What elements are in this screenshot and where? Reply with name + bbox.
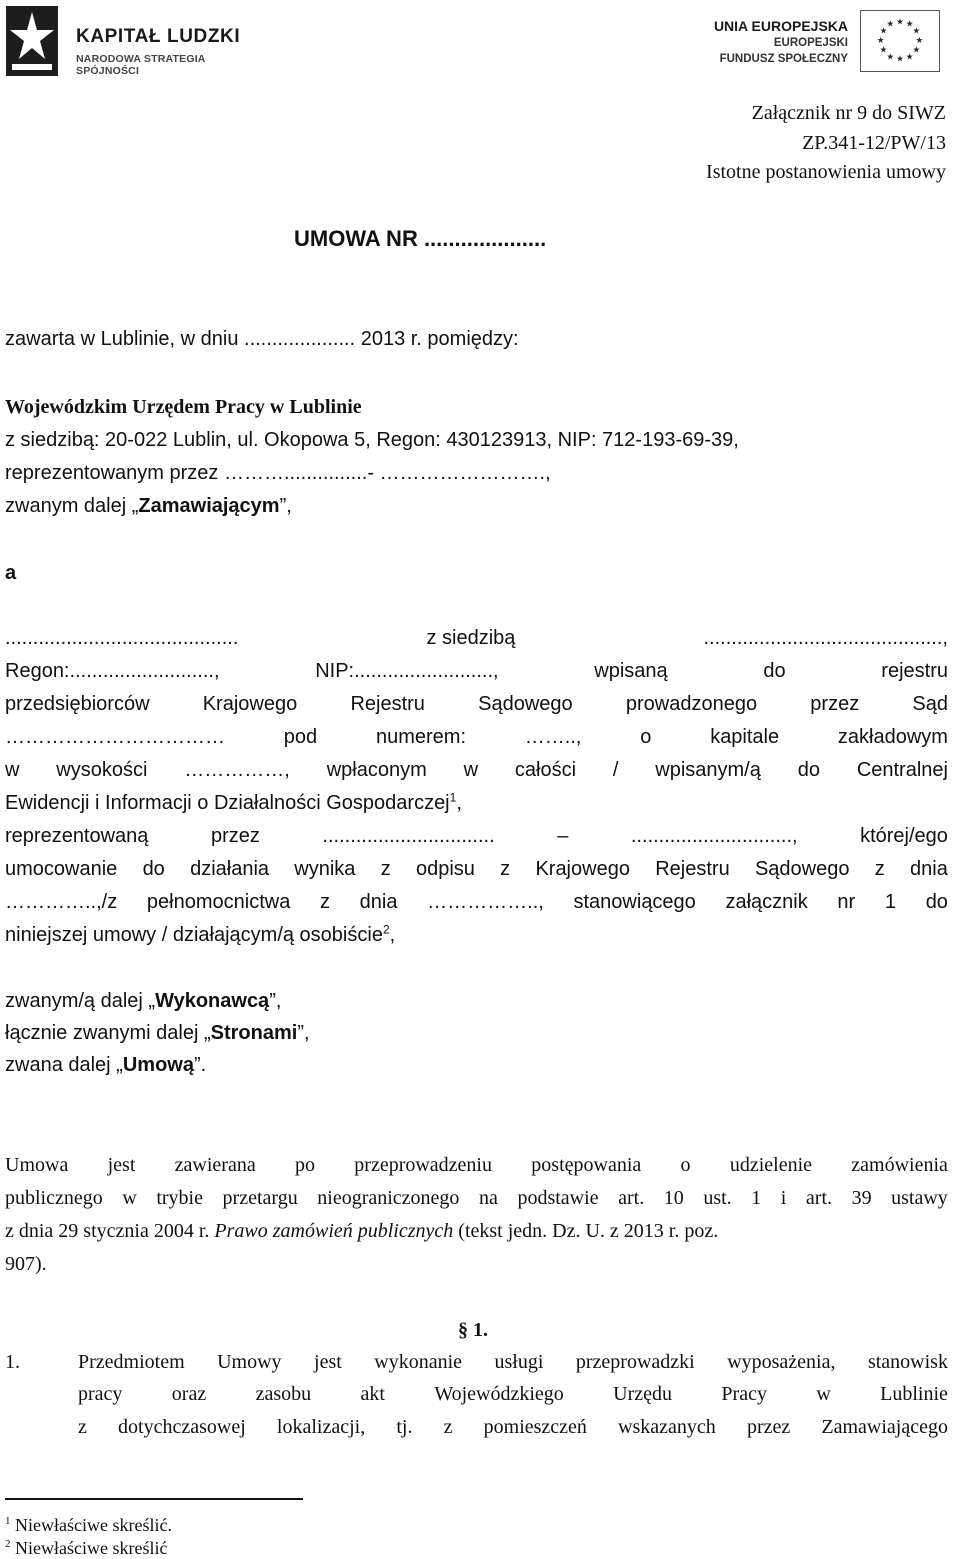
word: prowadzonego	[625, 693, 758, 715]
definition-contractor	[5, 989, 281, 1013]
document-type: Istotne postanowienia umowy	[706, 161, 946, 183]
word: działania	[190, 858, 270, 880]
word: przeprowadzki	[575, 1351, 695, 1373]
word: wpisaną	[594, 660, 668, 682]
svg-text:★: ★	[886, 52, 895, 63]
word: wynika	[294, 858, 356, 880]
party2-line10-tail: ,	[389, 924, 396, 946]
party2-line2	[5, 659, 948, 683]
page-title: UMOWA NR ....................	[294, 226, 547, 251]
word: /	[612, 759, 619, 781]
word: zasobu	[255, 1383, 312, 1405]
svg-text:★: ★	[896, 17, 904, 28]
word: Umowy	[217, 1351, 282, 1373]
word: odpisu	[415, 858, 475, 880]
word: Centralnej	[856, 759, 948, 781]
definition-parties	[5, 1021, 310, 1045]
word: przez	[210, 825, 260, 847]
svg-text:★: ★	[879, 45, 888, 56]
annex-label: Załącznik nr 9 do SIWZ	[751, 102, 946, 124]
party2-line6-tail: ,	[456, 792, 462, 814]
party1-called	[5, 494, 292, 518]
word: z	[380, 858, 391, 880]
word: …………..,/z	[5, 891, 118, 913]
word: z	[320, 891, 330, 913]
preamble-line3	[5, 1219, 948, 1243]
word: Sądowego	[478, 693, 573, 715]
svg-text:★: ★	[915, 35, 924, 46]
svg-text:★: ★	[905, 52, 914, 63]
svg-text:★: ★	[896, 54, 904, 65]
word: ……..,	[524, 726, 582, 748]
word: .............................,	[630, 825, 798, 847]
word: pomieszczeń	[483, 1416, 587, 1438]
word: lokalizacji,	[276, 1416, 366, 1438]
word: przez	[746, 1416, 791, 1438]
word: jest	[107, 1154, 136, 1176]
word: Rejestru	[350, 693, 425, 715]
word: Krajowego	[202, 693, 298, 715]
word: zamówienia	[851, 1154, 948, 1176]
word: pracy	[78, 1383, 123, 1405]
party1-called-prefix: zwanym dalej „	[5, 495, 139, 517]
word: numerem:	[375, 726, 466, 748]
word: trybie	[156, 1187, 203, 1209]
party2-line5	[5, 758, 948, 782]
word: 10	[663, 1187, 684, 1209]
word: ...........................................,	[703, 627, 948, 649]
word: całości	[514, 759, 577, 781]
word: do	[797, 759, 820, 781]
case-number: ZP.341-12/PW/13	[802, 132, 946, 154]
word: ustawy	[891, 1187, 948, 1209]
word: z siedzibą	[426, 627, 516, 649]
word: postępowania	[531, 1154, 642, 1176]
word: publicznego	[5, 1187, 103, 1209]
word: przedsiębiorców	[5, 693, 150, 715]
word: art.	[805, 1187, 833, 1209]
clause-number: 1.	[5, 1351, 20, 1373]
word: Zamawiającego	[821, 1416, 948, 1438]
footnote-number: 2	[5, 1538, 11, 1550]
party1-called-name: Zamawiającym	[138, 495, 280, 517]
footnote-number: 1	[5, 1515, 11, 1527]
party1-represented: reprezentowanym przez ………...............- …………………….,	[5, 462, 551, 484]
word: zawierana	[174, 1154, 256, 1176]
word: umocowanie	[5, 858, 118, 880]
party2-line4	[5, 725, 948, 749]
word: w	[122, 1187, 137, 1209]
word: Pracy	[721, 1383, 767, 1405]
svg-text:★: ★	[905, 19, 914, 30]
logo-subtitle: NARODOWA STRATEGIA SPÓJNOŚCI	[76, 53, 206, 77]
word: z	[443, 1416, 453, 1438]
footnote-1	[5, 1515, 172, 1535]
word: do	[142, 858, 165, 880]
word: oraz	[171, 1383, 207, 1405]
svg-text:★: ★	[886, 19, 895, 30]
word: wysokości	[56, 759, 148, 781]
word: załącznik	[725, 891, 808, 913]
preamble-line3-end: (tekst jedn. Dz. U. z 2013 r. poz.	[453, 1220, 719, 1242]
word: podstawie	[517, 1187, 599, 1209]
word: zakładowym	[837, 726, 948, 748]
party2-line1	[5, 626, 948, 650]
party1-called-suffix: ”,	[279, 495, 292, 517]
word: –	[557, 825, 569, 847]
footnote-ref-2: 2	[382, 922, 390, 937]
word: ..........................................	[5, 627, 239, 649]
word: przez	[810, 693, 860, 715]
party2-line3	[5, 692, 948, 716]
word: w	[463, 759, 479, 781]
word: tj.	[396, 1416, 413, 1438]
kapital-ludzki-emblem-icon	[6, 6, 58, 76]
word: dnia	[910, 858, 948, 880]
word: nr	[837, 891, 856, 913]
word: Urzędu	[613, 1383, 673, 1405]
word: usługi	[494, 1351, 544, 1373]
word: z	[78, 1416, 87, 1438]
definition-suffix: ”,	[269, 990, 282, 1012]
word: o	[680, 1154, 691, 1176]
party2-line10-text: niniejszej umowy / działającym/ą osobiście	[5, 924, 383, 946]
word: Lublinie	[880, 1383, 948, 1405]
word: NIP:.........................,	[315, 660, 499, 682]
svg-text:★: ★	[879, 26, 888, 37]
svg-text:★: ★	[912, 45, 921, 56]
definition-suffix: ”.	[193, 1054, 207, 1076]
word: której/ego	[860, 825, 948, 847]
word: Wojewódzkiego	[434, 1383, 564, 1405]
definition-term: Stronami	[210, 1022, 298, 1044]
word: do	[925, 891, 948, 913]
eu-flag-icon	[860, 10, 940, 72]
word: 39	[851, 1187, 872, 1209]
clause1-line3	[78, 1415, 948, 1439]
word: wskazanych	[618, 1416, 716, 1438]
definition-agreement	[5, 1053, 206, 1077]
svg-text:★: ★	[912, 26, 921, 37]
footnote-separator	[5, 1498, 303, 1500]
definition-prefix: zwanym/ą dalej „	[5, 990, 156, 1012]
eu-logo-line1: UNIA EUROPEJSKA	[713, 18, 848, 34]
word: wpisanym/ą	[655, 759, 761, 781]
party2-line9	[5, 890, 948, 914]
section-heading: § 1.	[458, 1319, 488, 1341]
word: udzielenie	[729, 1154, 813, 1176]
footnote-ref-1: 1	[449, 790, 457, 805]
word: 1	[751, 1187, 762, 1209]
word: przeprowadzeniu	[354, 1154, 492, 1176]
preamble-line4: 907).	[5, 1253, 47, 1275]
party2-line6	[5, 791, 462, 815]
word: dnia	[359, 891, 398, 913]
word: 1	[884, 891, 897, 913]
intro-line: zawarta w Lublinie, w dniu .................... 2013 r. pomiędzy:	[5, 328, 519, 350]
word: stanowisk	[867, 1351, 948, 1373]
party1-name: Wojewódzkim Urzędem Pracy w Lublinie	[5, 396, 362, 418]
party2-line7	[5, 824, 948, 848]
definition-prefix: łącznie zwanymi dalej „	[5, 1022, 211, 1044]
definition-suffix: ”,	[297, 1022, 310, 1044]
word: Regon:..........................,	[5, 660, 220, 682]
word: w	[5, 759, 20, 781]
word: po	[295, 1154, 315, 1176]
footnote-2	[5, 1538, 167, 1558]
word: nieograniczonego	[317, 1187, 460, 1209]
word: wykonanie	[374, 1351, 463, 1373]
party1-address: z siedzibą: 20-022 Lublin, ul. Okopowa 5, Regon: 430123913, NIP: 712-193-69-39,	[5, 429, 739, 451]
clause1-line1	[78, 1350, 948, 1374]
word: o	[640, 726, 652, 748]
footnote-text: Niewłaściwe skreślić	[10, 1538, 168, 1558]
conjunction: a	[5, 562, 17, 584]
word: Umowa	[5, 1154, 69, 1176]
word: ……………………………	[5, 726, 225, 748]
word: akt	[360, 1383, 385, 1405]
word: na	[479, 1187, 498, 1209]
clause1-line2	[78, 1382, 948, 1406]
word: reprezentowaną	[5, 825, 149, 847]
party2-line6-text: Ewidencji i Informacji o Działalności Gospodarczej	[5, 792, 450, 814]
kapital-ludzki-logo	[6, 6, 266, 78]
word: art.	[618, 1187, 645, 1209]
word: Krajowego	[535, 858, 630, 880]
party2-line8	[5, 857, 948, 881]
word: jest	[314, 1351, 342, 1373]
word: wyposażenia,	[727, 1351, 836, 1373]
word: przetargu	[222, 1187, 298, 1209]
preamble-line2	[5, 1186, 948, 1210]
word: ...............................	[322, 825, 495, 847]
svg-text:★: ★	[876, 35, 885, 46]
word: wpłaconym	[326, 759, 427, 781]
word: w	[816, 1383, 831, 1405]
word: dotychczasowej	[118, 1416, 246, 1438]
preamble-line3-start: z dnia 29 stycznia 2004 r.	[5, 1220, 215, 1242]
word: pod	[283, 726, 318, 748]
word: Sąd	[912, 693, 948, 715]
definition-term: Wykonawcą	[155, 990, 270, 1012]
footnote-text: Niewłaściwe skreślić.	[10, 1515, 172, 1535]
eu-logo	[696, 10, 940, 76]
word: do	[763, 660, 786, 682]
word: pełnomocnictwa	[146, 891, 291, 913]
word: kapitale	[710, 726, 780, 748]
logo-name: KAPITAŁ LUDZKI	[76, 26, 241, 47]
word: rejestru	[881, 660, 948, 682]
preamble-line1	[5, 1153, 948, 1177]
word: Rejestru	[655, 858, 730, 880]
act-title: Prawo zamówień publicznych	[214, 1220, 454, 1242]
word: z	[874, 858, 885, 880]
word: Przedmiotem	[78, 1351, 185, 1373]
definition-term: Umową	[122, 1054, 194, 1076]
party2-line10	[5, 923, 395, 947]
word: z	[500, 858, 511, 880]
word: Sądowego	[754, 858, 850, 880]
word: stanowiącego	[573, 891, 696, 913]
word: i	[780, 1187, 787, 1209]
word: ……………,	[184, 759, 290, 781]
eu-logo-line3: FUNDUSZ SPOŁECZNY	[719, 53, 848, 65]
eu-logo-line2: EUROPEJSKI	[773, 37, 848, 49]
definition-prefix: zwana dalej „	[5, 1054, 123, 1076]
word: ……………..,	[427, 891, 544, 913]
word: ust.	[703, 1187, 732, 1209]
